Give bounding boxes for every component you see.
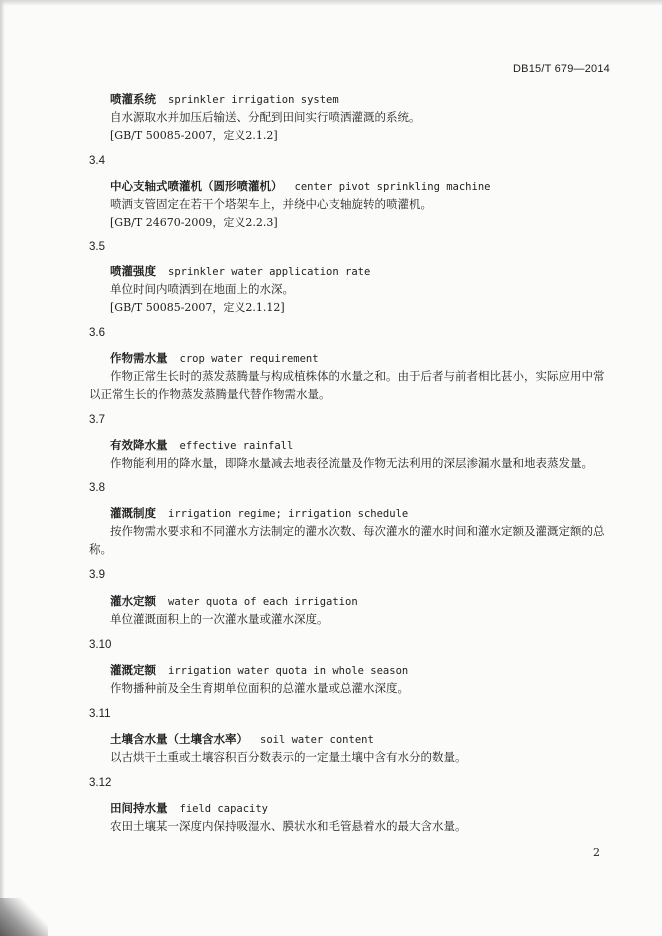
term-english: water quota of each irrigation — [168, 596, 358, 608]
term-heading — [110, 505, 408, 521]
clause-number: 3.6 — [89, 327, 105, 339]
term-heading — [110, 350, 319, 366]
term-english: soil water content — [260, 734, 374, 746]
definition-line: 单位时间内喷洒到在地面上的水深。 — [110, 282, 294, 296]
scan-corner-shadow — [0, 898, 48, 936]
term-english: crop water requirement — [179, 353, 319, 365]
term-heading — [110, 731, 374, 747]
reference-line: [GB/T 24670-2009，定义2.2.3] — [110, 216, 278, 229]
definition-line: 按作物需水要求和不同灌水方法制定的灌水次数、每次灌水的灌水时间和灌水定额及灌溉定额的总 — [110, 524, 605, 538]
definition-line: 称。 — [89, 542, 112, 556]
definition-line: 喷洒支管固定在若干个塔架车上，并绕中心支轴旋转的喷灌机。 — [110, 197, 432, 211]
clause-number: 3.7 — [89, 414, 105, 426]
term-chinese: 中心支轴式喷灌机（圆形喷灌机） — [110, 179, 283, 193]
term-heading — [110, 263, 370, 279]
term-chinese: 喷灌强度 — [110, 264, 156, 278]
term-english: sprinkler water application rate — [168, 266, 371, 278]
definition-line: 自水源取水并加压后输送、分配到田间实行喷洒灌溉的系统。 — [110, 110, 421, 124]
definition-line: 作物能利用的降水量，即降水量减去地表径流量及作物无法利用的深层渗漏水量和地表蒸发量。 — [110, 456, 593, 470]
term-heading — [110, 662, 408, 678]
term-english: center pivot sprinkling machine — [294, 181, 491, 193]
term-chinese: 喷灌系统 — [110, 92, 156, 106]
term-chinese: 有效降水量 — [110, 438, 168, 452]
definition-line: 以古烘干土重或土壤容积百分数表示的一定量土壤中含有水分的数量。 — [110, 750, 467, 764]
term-heading — [110, 437, 293, 453]
clause-number: 3.4 — [89, 155, 105, 167]
clause-number: 3.12 — [89, 777, 112, 789]
reference-line: [GB/T 50085-2007，定义2.1.2] — [110, 129, 278, 142]
definition-line: 农田土壤某一深度内保持吸湿水、膜状水和毛管悬着水的最大含水量。 — [110, 819, 467, 833]
term-english: irrigation regime; irrigation schedule — [168, 508, 409, 520]
term-chinese: 作物需水量 — [110, 351, 168, 365]
definition-line: 作物正常生长时的蒸发蒸腾量与构成植株体的水量之和。由于后者与前者相比甚小，实际应用中常 — [110, 369, 605, 383]
clause-number: 3.8 — [89, 482, 105, 494]
term-chinese: 田间持水量 — [110, 801, 168, 815]
term-chinese: 土壤含水量（土壤含水率） — [110, 732, 248, 746]
term-chinese: 灌水定额 — [110, 594, 156, 608]
clause-number: 3.11 — [89, 708, 111, 720]
term-heading — [110, 91, 339, 107]
term-heading — [110, 593, 358, 609]
term-english: field capacity — [179, 803, 269, 815]
document-code: DB15/T 679—2014 — [513, 63, 610, 75]
definition-line: 以正常生长的作物蒸发蒸腾量代替作物需水量。 — [89, 387, 331, 401]
clause-number: 3.9 — [89, 569, 105, 581]
term-english: effective rainfall — [179, 440, 294, 452]
term-english: irrigation water quota in whole season — [168, 665, 409, 677]
clause-number: 3.10 — [89, 639, 112, 651]
scan-shadow-top — [0, 0, 662, 6]
term-heading — [110, 178, 490, 194]
definition-line: 单位灌溉面积上的一次灌水量或灌水深度。 — [110, 612, 329, 626]
definition-line: 作物播种前及全生育期单位面积的总灌水量或总灌水深度。 — [110, 681, 409, 695]
term-chinese: 灌溉制度 — [110, 506, 156, 520]
scan-shadow-left — [0, 0, 5, 936]
clause-number: 3.5 — [89, 241, 105, 253]
term-heading — [110, 800, 268, 816]
term-english: sprinkler irrigation system — [168, 94, 339, 106]
reference-line: [GB/T 50085-2007，定义2.1.12] — [110, 301, 285, 314]
term-chinese: 灌溉定额 — [110, 663, 156, 677]
page-number: 2 — [593, 846, 600, 859]
